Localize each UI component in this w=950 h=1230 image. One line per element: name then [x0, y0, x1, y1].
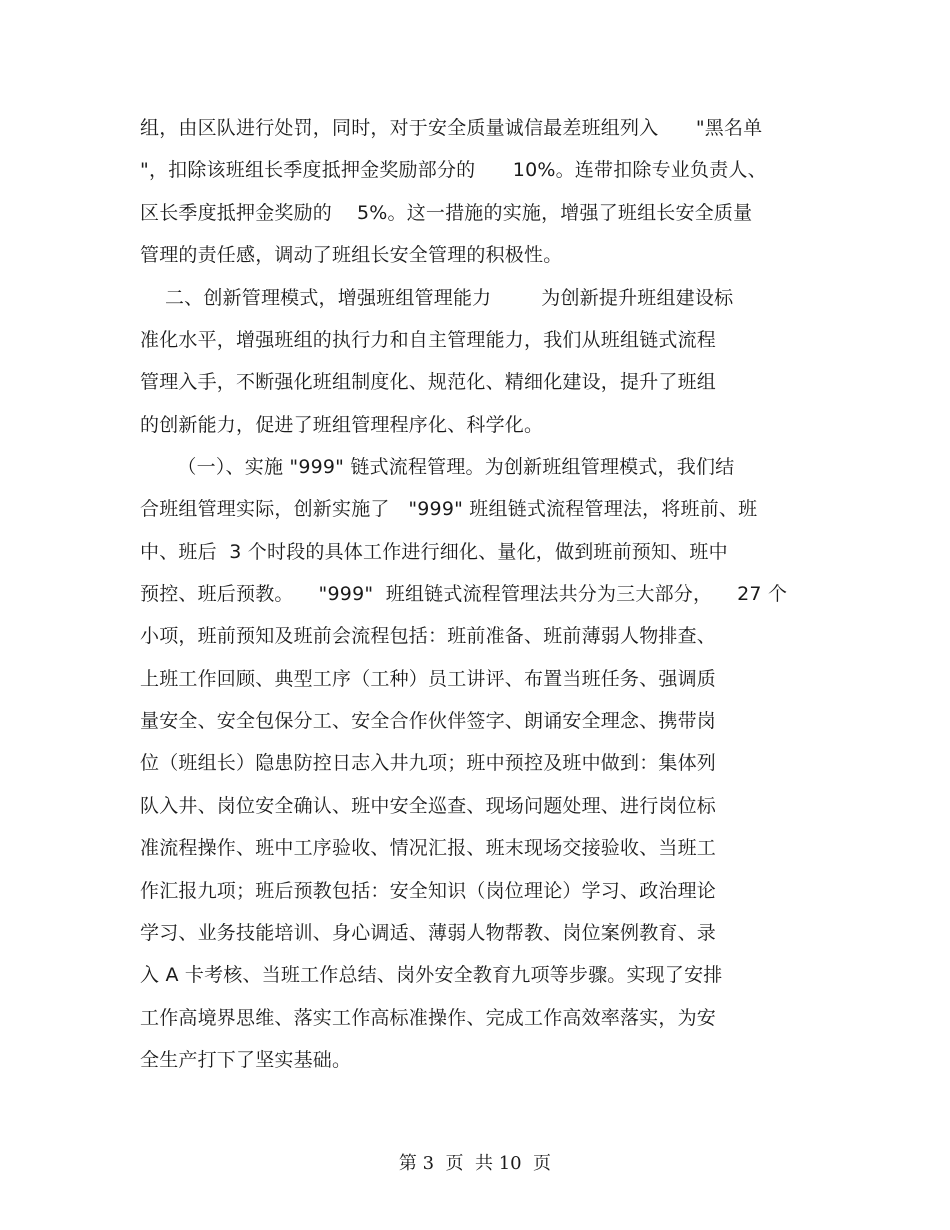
text-line: 小项，班前预知及班前会流程包括：班前准备、班前薄弱人物排查、	[140, 625, 717, 647]
text-line: 入 A 卡考核、当班工作总结、岗外安全教育九项等步骤。实现了安排	[140, 964, 723, 986]
text-line: 上班工作回顾、典型工序（工种）员工讲评、布置当班任务、强调质	[140, 668, 717, 690]
text-line: 管理的责任感，调动了班组长安全管理的积极性。	[140, 244, 563, 266]
text-line: 组，由区队进行处罚，同时，对于安全质量诚信最差班组列入 "黑名单	[140, 117, 763, 139]
page-footer: 第 3 页 共 10 页	[398, 1153, 552, 1174]
text-line: "，扣除该班组长季度抵押金奖励部分的 10%。连带扣除专业负责人、	[140, 159, 767, 181]
section-heading-line: 二、创新管理模式，增强班组管理能力 为创新提升班组建设标	[140, 287, 734, 309]
text-line: 区长季度抵押金奖励的 5%。这一措施的实施，增强了班组长安全质量	[140, 202, 753, 224]
text-line: 的创新能力，促进了班组管理程序化、科学化。	[140, 414, 544, 436]
text-line: 工作高境界思维、落实工作高标准操作、完成工作高效率落实，为安	[140, 1007, 717, 1029]
text-line: 准流程操作、班中工序验收、情况汇报、班末现场交接验收、当班工	[140, 837, 717, 859]
text-line: 全生产打下了坚实基础。	[140, 1049, 352, 1071]
text-line: 中、班后 3 个时段的具体工作进行细化、量化，做到班前预知、班中	[140, 541, 728, 563]
subsection-heading-line: （一）、实施 "999" 链式流程管理。为创新班组管理模式，我们结	[140, 456, 735, 478]
text-line: 管理入手，不断强化班组制度化、规范化、精细化建设，提升了班组	[140, 371, 717, 393]
text-line: 位（班组长）隐患防控日志入井九项；班中预控及班中做到：集体列	[140, 752, 717, 774]
text-line: 队入井、岗位安全确认、班中安全巡查、现场问题处理、进行岗位标	[140, 795, 717, 817]
text-line: 合班组管理实际，创新实施了 "999" 班组链式流程管理法，将班前、班	[140, 498, 758, 520]
text-line: 量安全、安全包保分工、安全合作伙伴签字、朗诵安全理念、携带岗	[140, 710, 717, 732]
text-line: 预控、班后预教。 "999" 班组链式流程管理法共分为三大部分， 27 个	[140, 583, 788, 605]
text-line: 学习、业务技能培训、身心调适、薄弱人物帮教、岗位案例教育、录	[140, 922, 717, 944]
text-line: 作汇报九项；班后预教包括：安全知识（岗位理论）学习、政治理论	[140, 880, 717, 902]
text-line: 准化水平，增强班组的执行力和自主管理能力，我们从班组链式流程	[140, 329, 717, 351]
